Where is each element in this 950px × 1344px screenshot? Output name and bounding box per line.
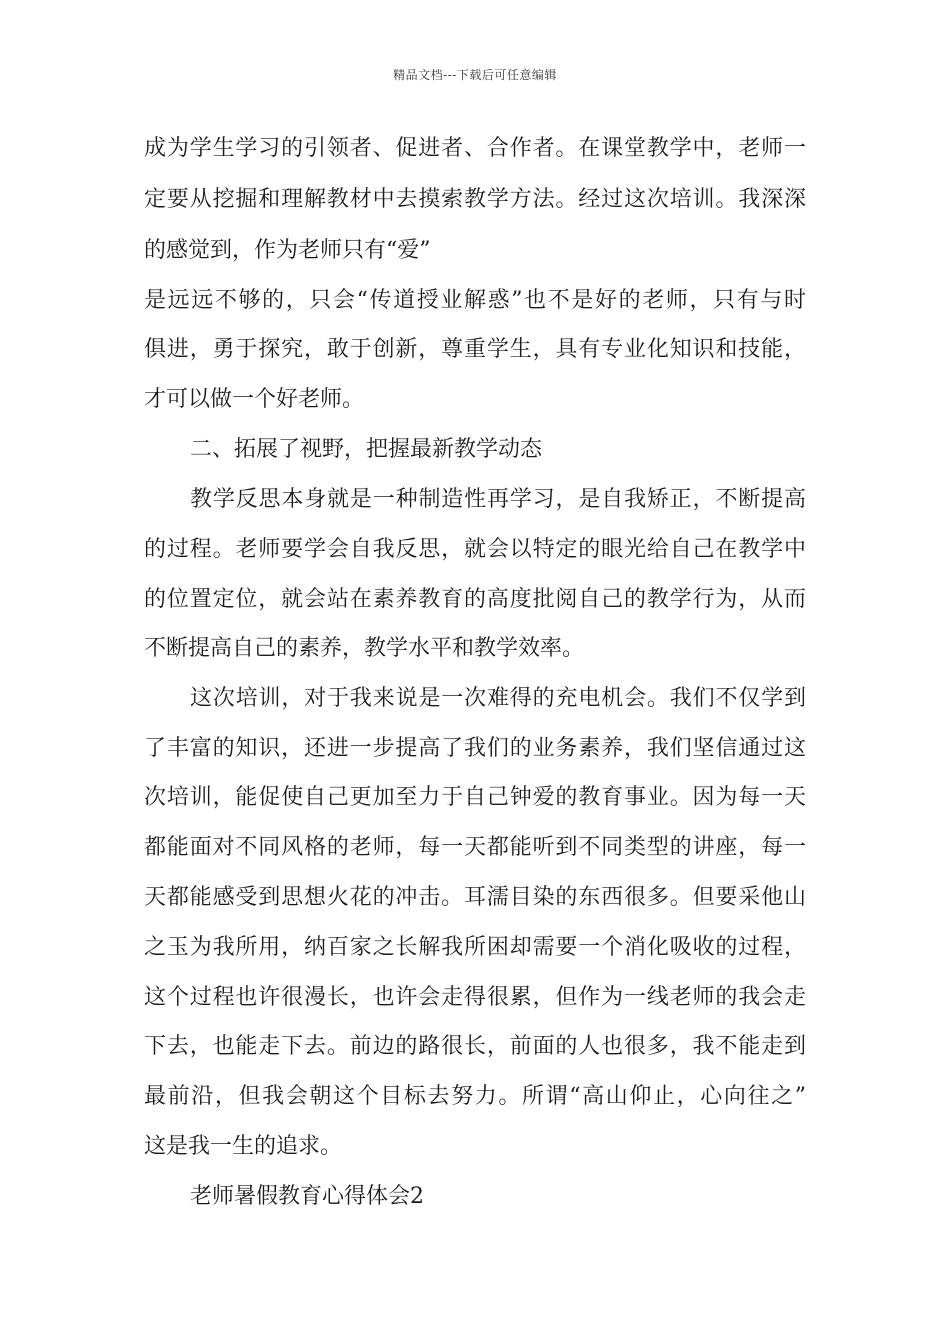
body-line: 成为学生学习的引领者、促进者、合作者。在课堂教学中，老师一 bbox=[144, 136, 806, 161]
body-line: 不断提高自己的素养，教学水平和教学效率。 bbox=[144, 636, 585, 661]
page-header: 精品文档---下载后可任意编辑 bbox=[393, 68, 557, 82]
body-line: 这次培训，对于我来说是一次难得的充电机会。我们不仅学到 bbox=[190, 686, 806, 711]
body-line: 教学反思本身就是一种制造性再学习，是自我矫正，不断提高 bbox=[190, 487, 806, 512]
body-line: 天都能感受到思想火花的冲击。耳濡目染的东西很多。但要采他山 bbox=[144, 885, 806, 910]
body-line: 都能面对不同风格的老师，每一天都能听到不同类型的讲座，每一 bbox=[144, 835, 806, 860]
body-line: 了丰富的知识，还进一步提高了我们的业务素养，我们坚信通过这 bbox=[144, 736, 806, 761]
section-title: 老师暑假教育心得体会2 bbox=[190, 1184, 424, 1209]
body-line: 下去，也能走下去。前边的路很长，前面的人也很多，我不能走到 bbox=[144, 1034, 806, 1059]
section-heading: 二、拓展了视野，把握最新教学动态 bbox=[190, 437, 543, 462]
body-line: 次培训，能促使自己更加至力于自己钟爱的教育事业。因为每一天 bbox=[144, 785, 806, 810]
body-line: 的过程。老师要学会自我反思，就会以特定的眼光给自己在教学中 bbox=[144, 537, 806, 562]
body-line: 的位置定位，就会站在素养教育的高度批阅自己的教学行为，从而 bbox=[144, 587, 806, 612]
body-line: 俱进，勇于探究，敢于创新，尊重学生，具有专业化知识和技能， bbox=[144, 337, 806, 362]
body-line: 的感觉到，作为老师只有“爱” bbox=[144, 238, 431, 263]
body-line: 是远远不够的，只会“传道授业解惑”也不是好的老师，只有与时 bbox=[144, 288, 806, 313]
body-line: 这个过程也许很漫长，也许会走得很累，但作为一线老师的我会走 bbox=[144, 985, 806, 1010]
body-line: 这是我一生的追求。 bbox=[144, 1134, 343, 1159]
body-line: 之玉为我所用，纳百家之长解我所困却需要一个消化吸收的过程， bbox=[144, 935, 806, 960]
body-line: 定要从挖掘和理解教材中去摸索教学方法。经过这次培训。我深深 bbox=[144, 187, 806, 212]
body-line: 最前沿，但我会朝这个目标去努力。所谓“高山仰止，心向往之” bbox=[144, 1084, 806, 1109]
body-line: 才可以做一个好老师。 bbox=[144, 387, 365, 412]
